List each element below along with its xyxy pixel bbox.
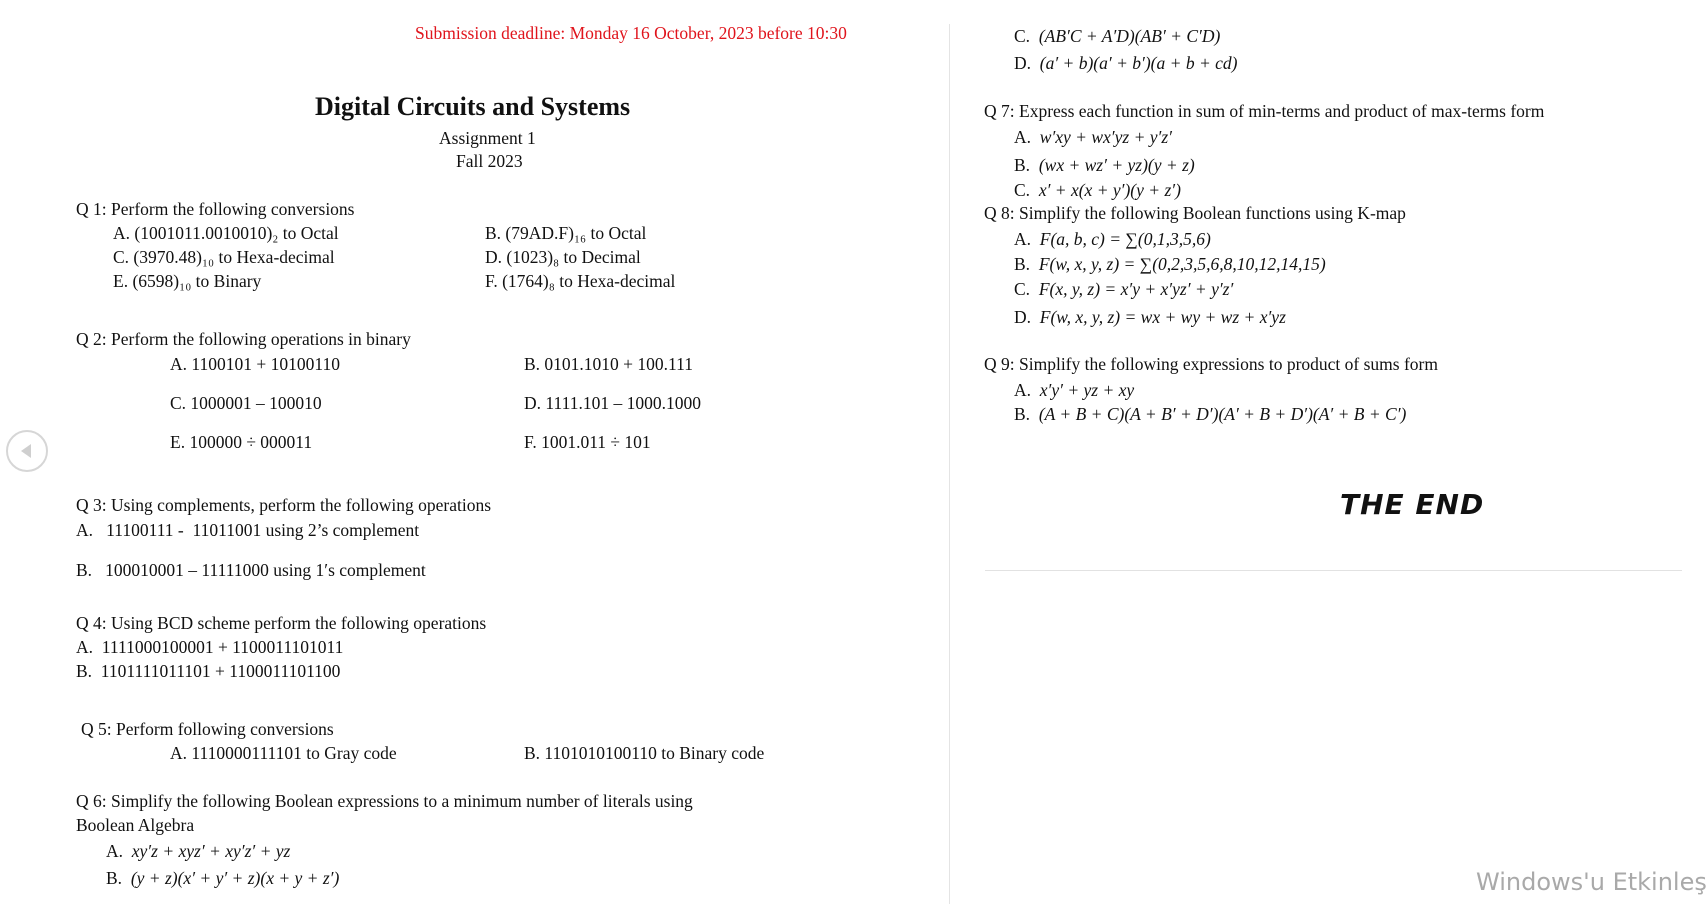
- q2-item-c: C. 1000001 – 100010: [170, 393, 322, 413]
- q8-item-a-label: A.: [1014, 229, 1032, 249]
- submission-deadline: Submission deadline: Monday 16 October, 2023 before 10:30: [415, 23, 847, 43]
- page-divider: [949, 24, 950, 904]
- q2-item-a: A. 1100101 + 10100110: [170, 354, 340, 374]
- q4-item-b: B. 1101111011101 + 1100011101100: [76, 661, 341, 681]
- q7-heading: Q 7: Express each function in sum of min-terms and product of max-terms form: [984, 101, 1545, 121]
- q6-item-a-expr: xy′z + xyz′ + xy′z′ + yz: [131, 841, 291, 861]
- q7-item-a-label: A.: [1014, 127, 1032, 147]
- q8-item-c-expr: F(x, y, z) = x′y + x′yz′ + y′z′: [1038, 279, 1234, 299]
- q7-item-c-expr: x′ + x(x + y′)(y + z′): [1038, 180, 1181, 200]
- q9-item-b-expr: (A + B + C)(A + B′ + D′)(A′ + B + D′)(A′ + B + C′): [1038, 404, 1407, 424]
- q7-item-a-expr: w′xy + wx′yz + y′z′: [1039, 127, 1172, 147]
- q6-item-d-label: D.: [1014, 53, 1032, 73]
- q3-heading: Q 3: Using complements, perform the following operations: [76, 495, 492, 515]
- q2-item-f: F. 1001.011 ÷ 101: [524, 432, 651, 452]
- q6-item-b-expr: (y + z)(x′ + y′ + z)(x + y + z′): [130, 868, 340, 888]
- chevron-left-icon: [17, 441, 37, 461]
- q8-item-b-label: B.: [1014, 254, 1031, 274]
- term-label: Fall 2023: [456, 151, 523, 171]
- q6-item-d-expr: (a′ + b)(a′ + b′)(a + b + cd): [1039, 53, 1238, 73]
- q6-item-c-label: C.: [1014, 26, 1031, 46]
- q8-item-a: [1014, 229, 1211, 250]
- q1-item-f: F. (1764)₈ to Hexa-decimal: [485, 271, 676, 291]
- q5-heading: Q 5: Perform following conversions: [81, 719, 334, 739]
- q7-item-b: [1014, 155, 1195, 176]
- q1-heading: Q 1: Perform the following conversions: [76, 199, 355, 219]
- q8-item-c-label: C.: [1014, 279, 1031, 299]
- q6-item-d: [1014, 53, 1237, 74]
- q2-item-e: E. 100000 ÷ 000011: [170, 432, 313, 452]
- q9-heading: Q 9: Simplify the following expressions to product of sums form: [984, 354, 1438, 374]
- q9-item-b-label: B.: [1014, 404, 1031, 424]
- q8-item-a-expr: F(a, b, c) = ∑(0,1,3,5,6): [1039, 229, 1211, 249]
- q1-item-e: E. (6598)₁₀ to Binary: [113, 271, 262, 291]
- q8-item-d: [1014, 307, 1286, 328]
- q6-heading-line1: Q 6: Simplify the following Boolean expressions to a minimum number of literals using: [76, 791, 693, 811]
- q2-item-d: D. 1111.101 – 1000.1000: [524, 393, 701, 413]
- q1-item-d: D. (1023)₈ to Decimal: [485, 247, 641, 267]
- previous-page-button[interactable]: [6, 430, 48, 472]
- q3-item-b: B. 100010001 – 11111000 using 1′s complement: [76, 560, 426, 580]
- q8-item-d-label: D.: [1014, 307, 1032, 327]
- q7-item-c: [1014, 180, 1181, 201]
- q1-item-b: B. (79AD.F)₁₆ to Octal: [485, 223, 647, 243]
- page-separator-line: [985, 570, 1682, 571]
- q6-item-b-label: B.: [106, 868, 123, 888]
- q4-heading: Q 4: Using BCD scheme perform the following operations: [76, 613, 487, 633]
- q5-item-b: B. 1101010100110 to Binary code: [524, 743, 765, 763]
- q7-item-c-label: C.: [1014, 180, 1031, 200]
- q8-item-d-expr: F(w, x, y, z) = wx + wy + wz + x′yz: [1039, 307, 1286, 327]
- q7-item-b-label: B.: [1014, 155, 1031, 175]
- assignment-label: Assignment 1: [439, 128, 536, 148]
- q6-item-b: [106, 868, 339, 889]
- document-title: Digital Circuits and Systems: [315, 92, 631, 121]
- q7-item-b-expr: (wx + wz′ + yz)(y + z): [1038, 155, 1195, 175]
- q1-item-a: A. (1001011.0010010)₂ to Octal: [113, 223, 339, 243]
- q9-item-a-expr: x′y′ + yz + xy: [1039, 380, 1135, 400]
- q8-heading: Q 8: Simplify the following Boolean functions using K-map: [984, 203, 1406, 223]
- q6-item-c: [1014, 26, 1220, 47]
- q2-heading: Q 2: Perform the following operations in binary: [76, 329, 411, 349]
- q9-item-a: [1014, 380, 1134, 401]
- windows-activation-watermark: Windows'u Etkinleş: [1476, 868, 1707, 896]
- q6-item-c-expr: (AB′C + A′D)(AB′ + C′D): [1038, 26, 1221, 46]
- q8-item-c: [1014, 279, 1233, 300]
- q3-item-a: A. 11100111 - 11011001 using 2’s complement: [76, 520, 420, 540]
- the-end-text: THE END: [1340, 488, 1485, 521]
- q6-heading-line2: Boolean Algebra: [76, 815, 195, 835]
- q9-item-a-label: A.: [1014, 380, 1032, 400]
- q1-item-c: C. (3970.48)₁₀ to Hexa-decimal: [113, 247, 335, 267]
- q7-item-a: [1014, 127, 1172, 148]
- q6-item-a: [106, 841, 290, 862]
- q5-item-a: A. 1110000111101 to Gray code: [170, 743, 397, 763]
- q2-item-b: B. 0101.1010 + 100.111: [524, 354, 693, 374]
- q8-item-b: [1014, 254, 1326, 275]
- q9-item-b: [1014, 404, 1406, 425]
- q8-item-b-expr: F(w, x, y, z) = ∑(0,2,3,5,6,8,10,12,14,15): [1038, 254, 1326, 274]
- q4-item-a: A. 1111000100001 + 1100011101011: [76, 637, 344, 657]
- q6-item-a-label: A.: [106, 841, 124, 861]
